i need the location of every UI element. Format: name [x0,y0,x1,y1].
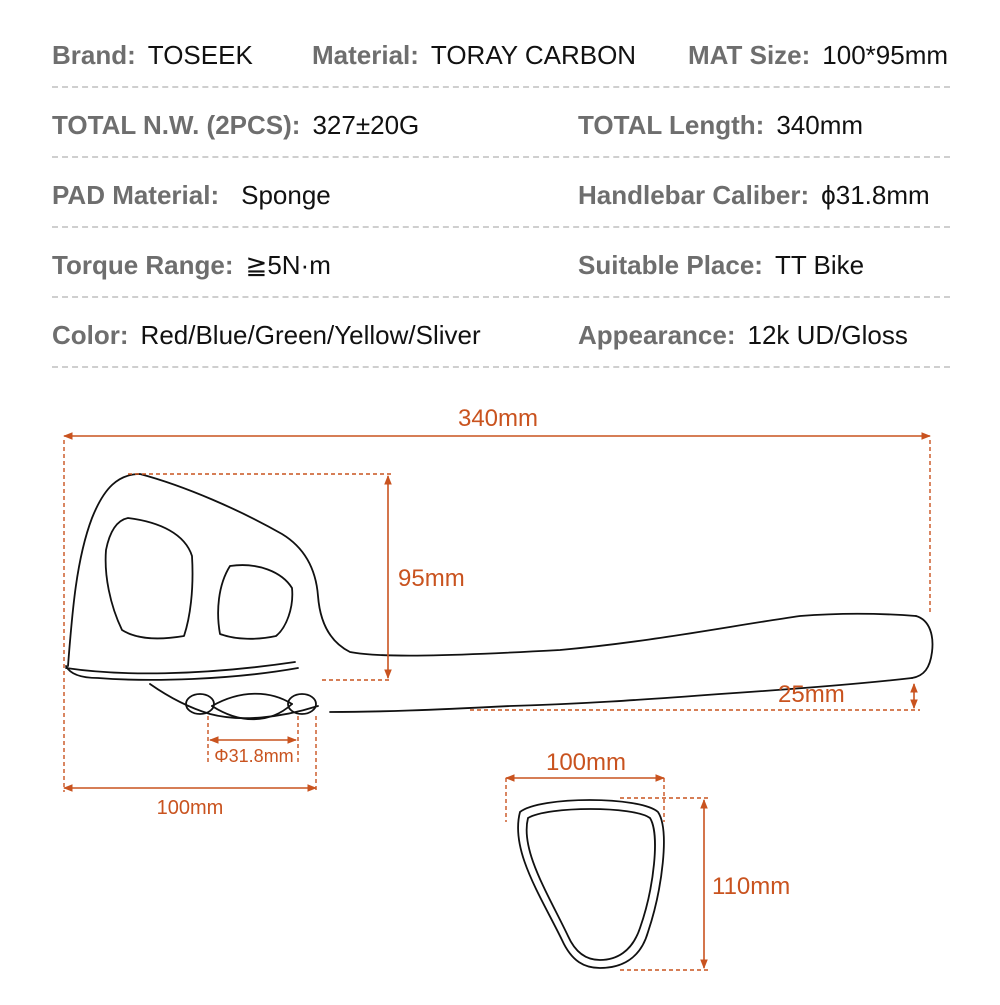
spec-value: 12k UD/Gloss [747,320,908,350]
spec-label: MAT Size: [688,40,811,70]
pad-base-line [66,662,295,673]
spec-label: TOTAL Length: [578,110,765,140]
spec-label: Appearance: [578,320,736,350]
cutout-right [218,565,292,639]
spec-label: Handlebar Caliber: [578,180,810,210]
pad-inner-outline [527,809,655,960]
spec-label: Material: [312,40,419,70]
pad-cross-section [518,800,664,968]
dim-label-total-length: 340mm [457,405,539,432]
spec-brand [52,40,253,71]
spec-mat-size [688,40,948,71]
spec-value: TORAY CARBON [430,40,637,70]
spec-caliber [578,180,930,211]
spec-value: 327±20G [312,110,420,140]
dim-label-pad-height: 95mm [398,565,465,592]
spec-weight [52,110,419,141]
extension-diagram [0,372,1000,1000]
spec-row-1 [0,18,1000,88]
spec-label: Color: [52,320,129,350]
spec-value: ϕ31.8mm [821,180,930,210]
row-divider [52,366,950,368]
spec-label: TOTAL N.W. (2PCS): [52,110,301,140]
spec-table [0,0,1000,372]
spec-value: Red/Blue/Green/Yellow/Sliver [140,320,481,350]
bar-tip [912,616,932,678]
spec-label: Suitable Place: [578,250,763,280]
spec-value: ≧5N·m [245,250,331,280]
spec-value: TOSEEK [147,40,253,70]
spec-row-5 [0,298,1000,368]
dim-label-clamp-diameter: Φ31.8mm [214,746,294,766]
dim-label-pad-length: 100mm [156,797,224,819]
cutout-left [106,518,193,638]
spec-value: Sponge [241,180,331,210]
dim-label-pad-width: 100mm [545,749,627,776]
spec-row-2 [0,88,1000,158]
spec-label: Brand: [52,40,136,70]
clamp-body [150,684,318,718]
spec-color [52,320,481,351]
clamp-ring-top [212,694,292,706]
diagram-svg [0,372,1000,1000]
armpad-outline [68,474,916,666]
spec-row-4 [0,228,1000,298]
spec-value: 100*95mm [822,40,949,70]
spec-value: 340mm [776,110,864,140]
spec-label: Torque Range: [52,250,234,280]
dim-label-bar-height: 25mm [778,681,845,708]
spec-material [312,40,636,71]
spec-torque [52,250,331,281]
spec-appearance [578,320,908,351]
spec-pad [52,180,331,211]
pad-outer-outline [518,800,664,968]
dim-label-pad-depth: 110mm [712,873,791,900]
spec-label: PAD Material: [52,180,220,210]
spec-value: TT Bike [774,250,865,280]
spec-row-3 [0,158,1000,228]
spec-place [578,250,864,281]
spec-length [578,110,863,141]
